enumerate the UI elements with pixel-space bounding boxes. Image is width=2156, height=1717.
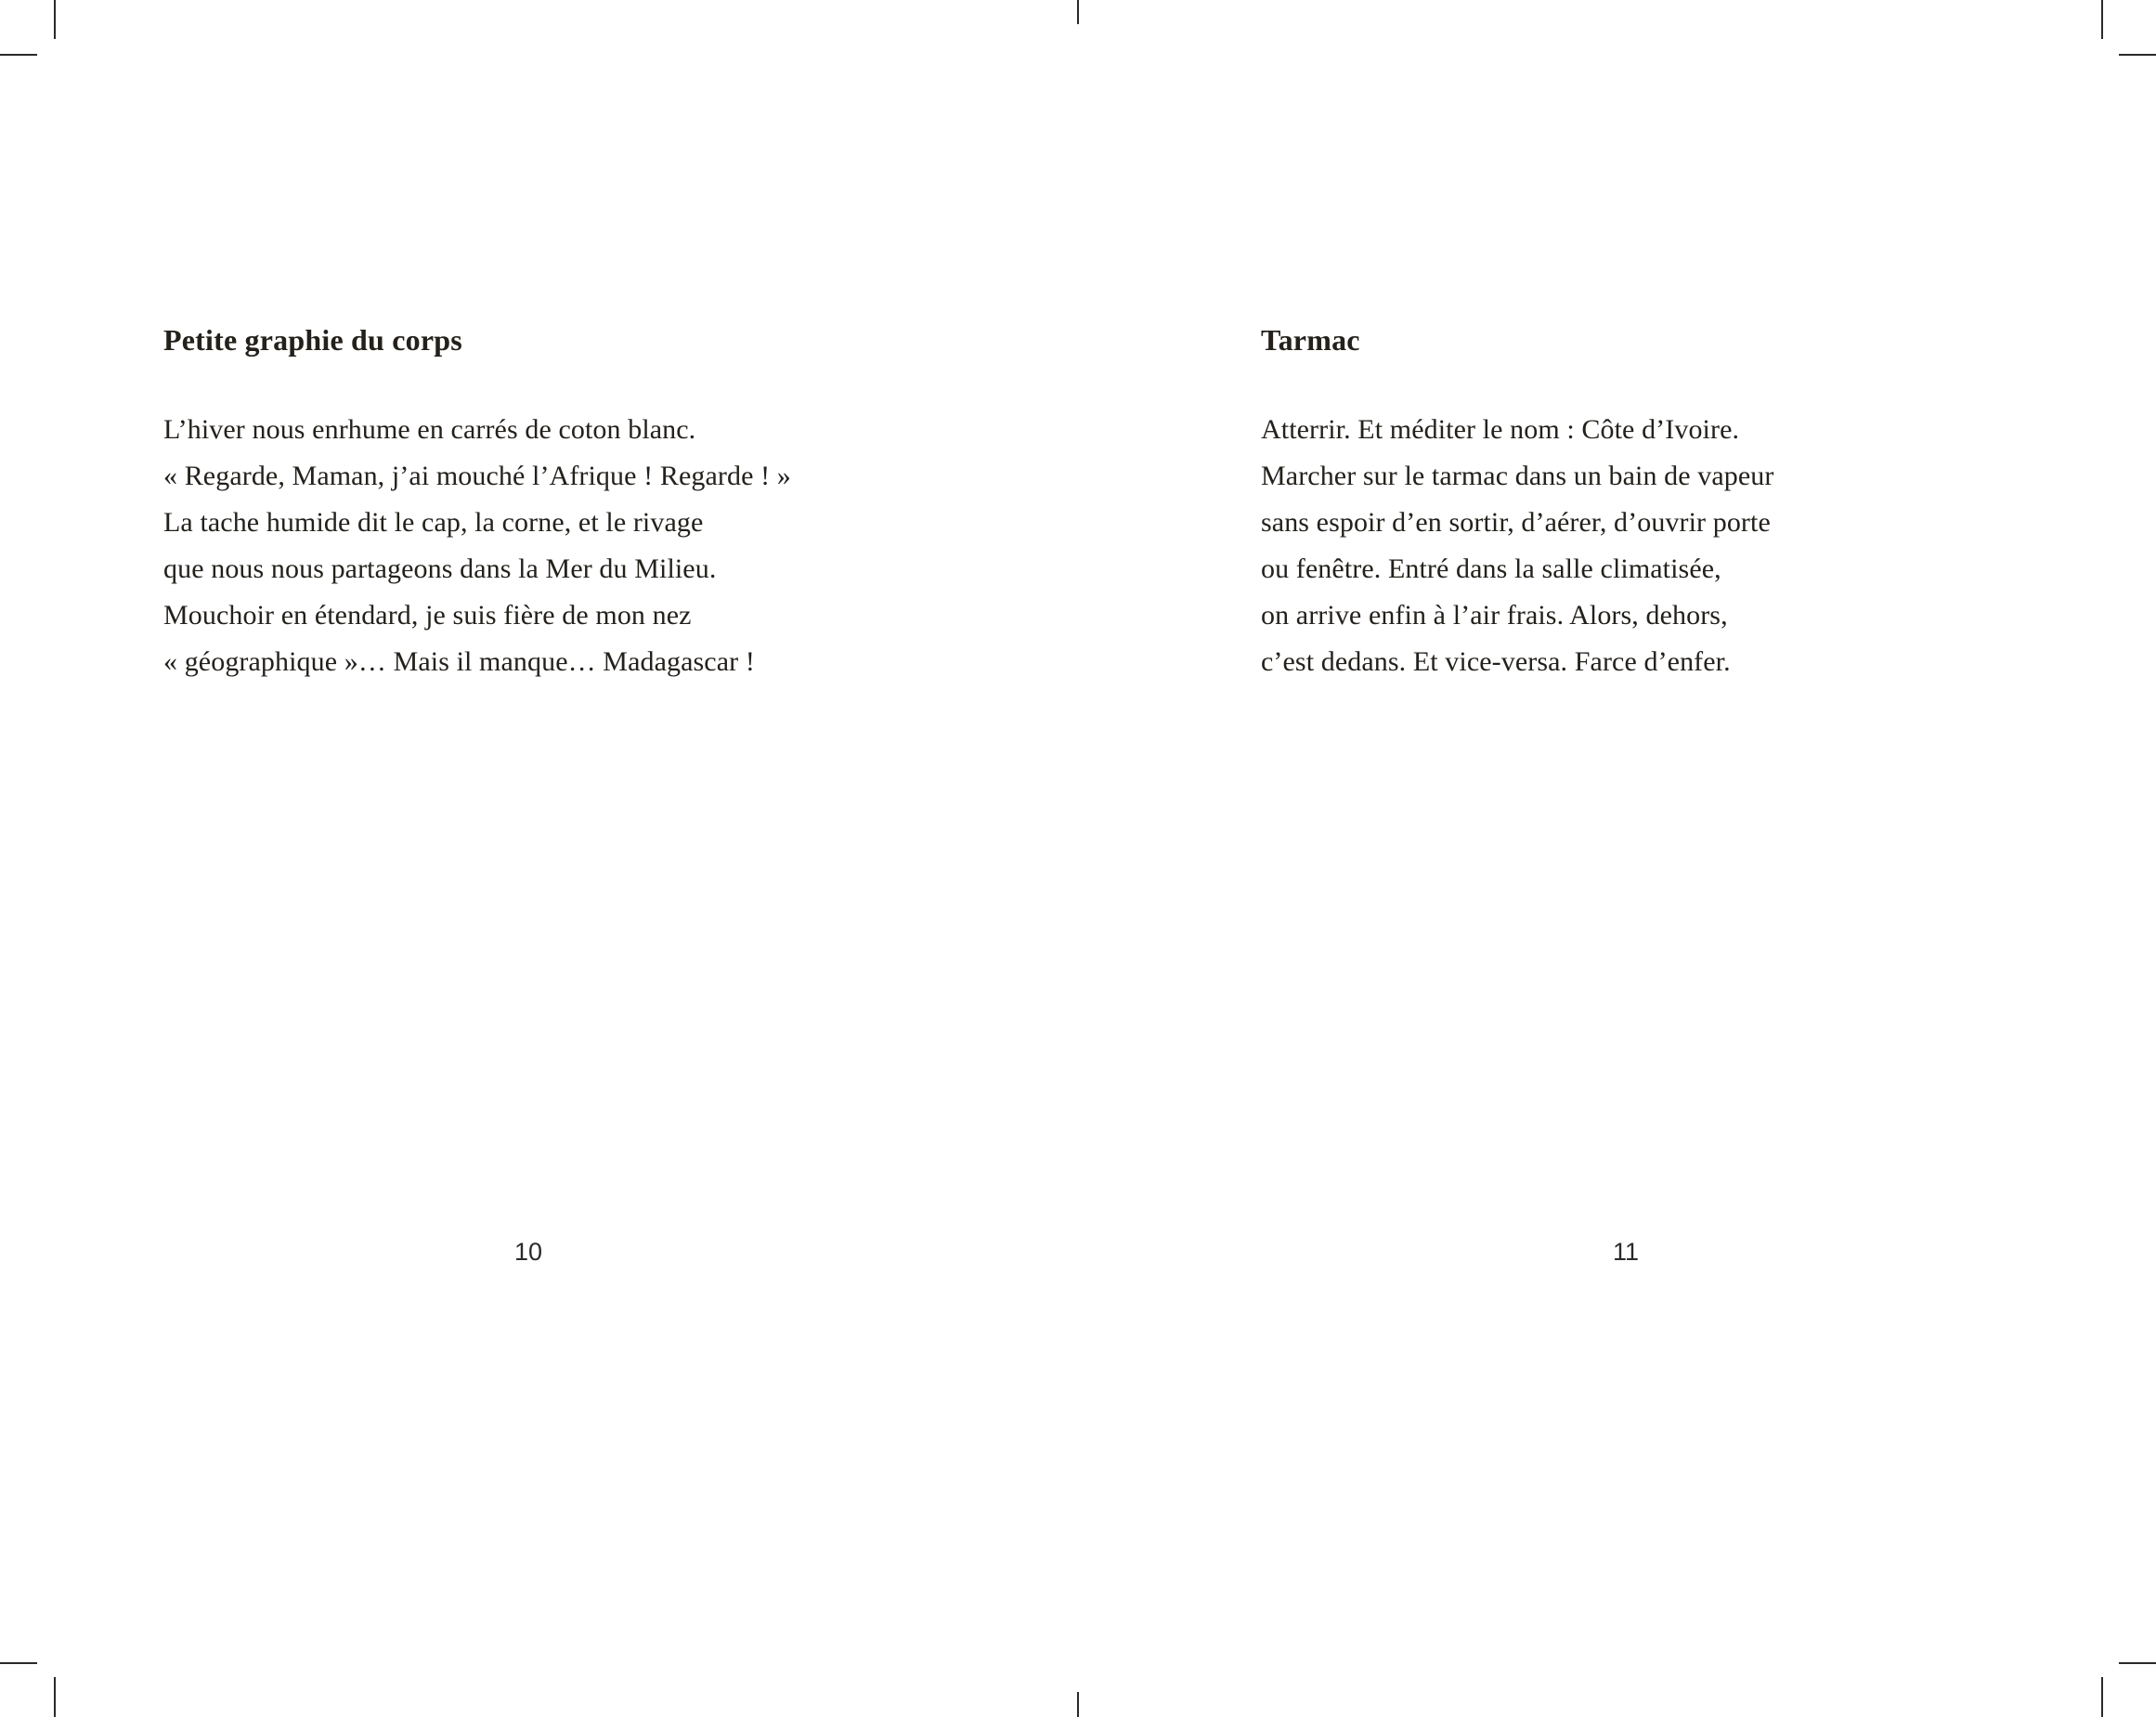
poem-petite-graphie <box>163 318 925 685</box>
poem-tarmac <box>1261 318 2022 685</box>
poem-line: « Regarde, Maman, j’ai mouché l’Afrique ! Regarde ! » <box>163 461 791 491</box>
poem-line: sans espoir d’en sortir, d’aérer, d’ouvrir porte <box>1261 507 1771 538</box>
poem-line: Atterrir. Et méditer le nom : Côte d’Ivoire. <box>1261 414 1740 445</box>
page-number: 10 <box>513 1238 543 1266</box>
right-page <box>1078 0 2156 1717</box>
poem-stanza <box>1261 407 2022 685</box>
poem-line: L’hiver nous enrhume en carrés de coton blanc. <box>163 414 696 445</box>
poem-line: ou fenêtre. Entré dans la salle climatisée, <box>1261 553 1721 584</box>
page-number: 11 <box>1612 1238 1640 1266</box>
poem-line: « géographique »… Mais il manque… Madagascar ! <box>163 646 755 677</box>
poem-line: on arrive enfin à l’air frais. Alors, dehors, <box>1261 600 1728 631</box>
poem-line: Marcher sur le tarmac dans un bain de vapeur <box>1261 461 1774 491</box>
poem-stanza <box>163 407 925 685</box>
poem-line: Mouchoir en étendard, je suis fière de mon nez <box>163 600 692 631</box>
poem-title: Tarmac <box>1261 323 1360 357</box>
poem-line: La tache humide dit le cap, la corne, et le rivage <box>163 507 704 538</box>
poem-title: Petite graphie du corps <box>163 323 462 357</box>
poem-line: que nous nous partageons dans la Mer du Milieu. <box>163 553 717 584</box>
poem-line: c’est dedans. Et vice-versa. Farce d’enfer. <box>1261 646 1731 677</box>
